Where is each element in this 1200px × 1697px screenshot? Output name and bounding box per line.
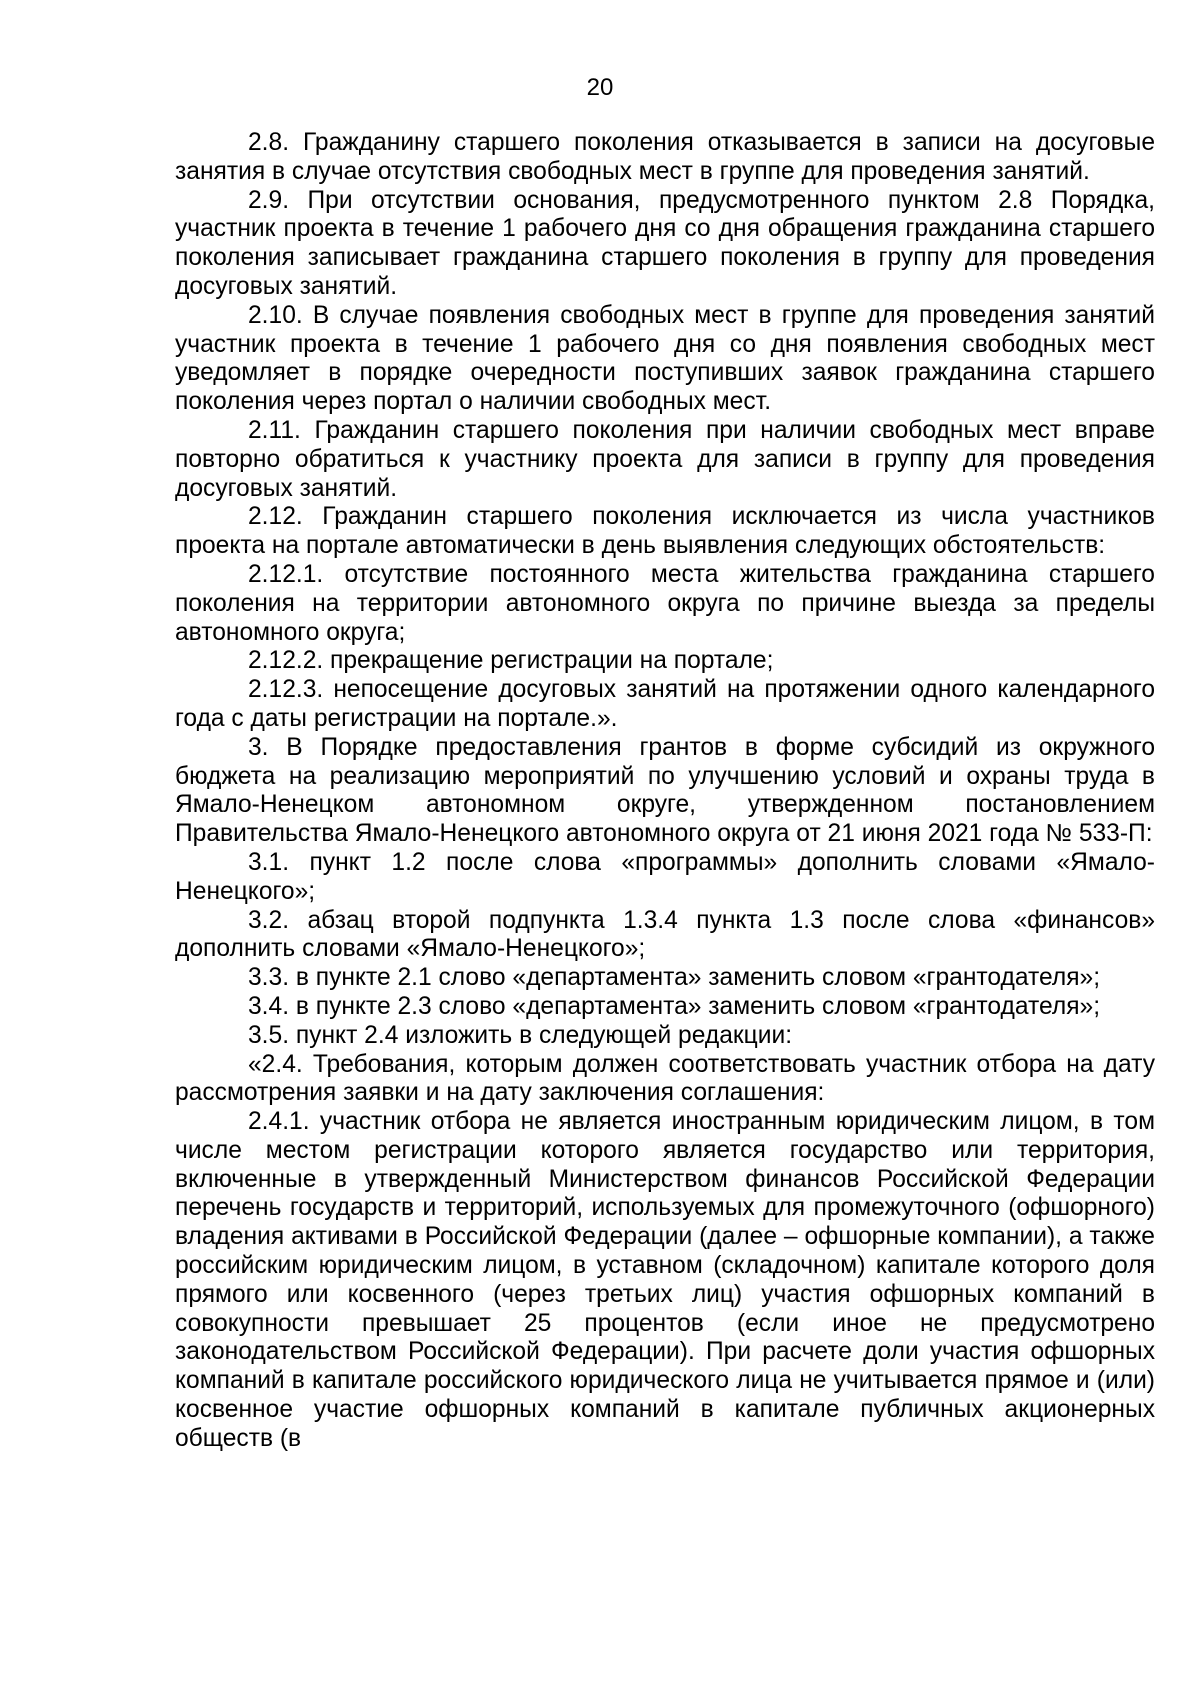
paragraph-2-8: 2.8. Гражданину старшего поколения отказывается в записи на досуговые занятия в случае отсутствия свободных мест в группе для проведения занятий.	[175, 129, 1155, 185]
paragraph-2-12-3: 2.12.3. непосещение досуговых занятий на протяжении одного календарного года с даты регистрации на портале.».	[175, 676, 1155, 732]
paragraph-3-4: 3.4. в пункте 2.3 слово «департамента» заменить словом «грантодателя»;	[248, 992, 1101, 1020]
paragraph-2-11: 2.11. Гражданин старшего поколения при наличии свободных мест вправе повторно обратиться к участнику проекта для записи в группу для проведения досуговых занятий.	[175, 416, 1155, 502]
paragraph-2-12-2: 2.12.2. прекращение регистрации на портале;	[248, 647, 774, 675]
paragraph-3-2: 3.2. абзац второй подпункта 1.3.4 пункта 1.3 после слова «финансов» дополнить словами «Ямало-Ненецкого»;	[175, 906, 1155, 963]
paragraph-2-9: 2.9. При отсутствии основания, предусмотренного пунктом 2.8 Порядка, участник проекта в течение 1 рабочего дня со дня обращения гражданина старшего поколения записывает гражданина старшего поколения в группу для проведения досуговых занятий.	[175, 186, 1155, 300]
paragraph-2-10: 2.10. В случае появления свободных мест в группе для проведения занятий участник проекта в течение 1 рабочего дня со дня появления свободных мест уведомляет в порядке очередности поступивших заявок гражданина старшего поколения через портал о наличии свободных мест.	[175, 301, 1155, 416]
paragraph-2-12: 2.12. Гражданин старшего поколения исключается из числа участников проекта на портале автоматически в день выявления следующих обстоятельств:	[175, 503, 1155, 560]
paragraph-2-4-1: 2.4.1. участник отбора не является иностранным юридическим лицом, в том числе местом регистрации которого является государство или территория, включенные в утвержденный Министерством финансов Российской Федерации перечень государств и территорий, используемых для промежуточного (офшорного) владения активами в Российской Федерации (далее – офшорные компании), а также российским юридическим лицом, в уставном (складочном) капитале которого доля прямого или косвенного (через третьих лиц) участия офшорных компаний в совокупности превышает 25 процентов (если иное не предусмотрено законодательством Российской Федерации). При расчете доли участия офшорных компаний в капитале российского юридического лица не учитывается прямое и (или) косвенное участие офшорных компаний в капитале публичных акционерных обществ (в	[175, 1108, 1155, 1452]
paragraph-3: 3. В Порядке предоставления грантов в форме субсидий из окружного бюджета на реализацию мероприятий по улучшению условий и охраны труда в Ямало-Ненецком автономном округе, утвержденном постановлением Правительства Ямало-Ненецкого автономного округа от 21 июня 2021 года № 533-П:	[175, 733, 1155, 848]
paragraph-3-1: 3.1. пункт 1.2 после слова «программы» дополнить словами «Ямало-Ненецкого»;	[175, 848, 1155, 905]
paragraph-3-3: 3.3. в пункте 2.1 слово «департамента» заменить словом «грантодателя»;	[248, 964, 1101, 992]
paragraph-2-4-quote: «2.4. Требования, которым должен соответствовать участник отбора на дату рассмотрения заявки и на дату заключения соглашения:	[175, 1050, 1155, 1107]
paragraph-3-5: 3.5. пункт 2.4 изложить в следующей редакции:	[248, 1021, 793, 1049]
paragraph-2-12-1: 2.12.1. отсутствие постоянного места жительства гражданина старшего поколения на территории автономного округа по причине выезда за пределы автономного округа;	[175, 560, 1155, 646]
page-number: 20	[586, 74, 614, 101]
document-body	[175, 129, 1155, 1454]
